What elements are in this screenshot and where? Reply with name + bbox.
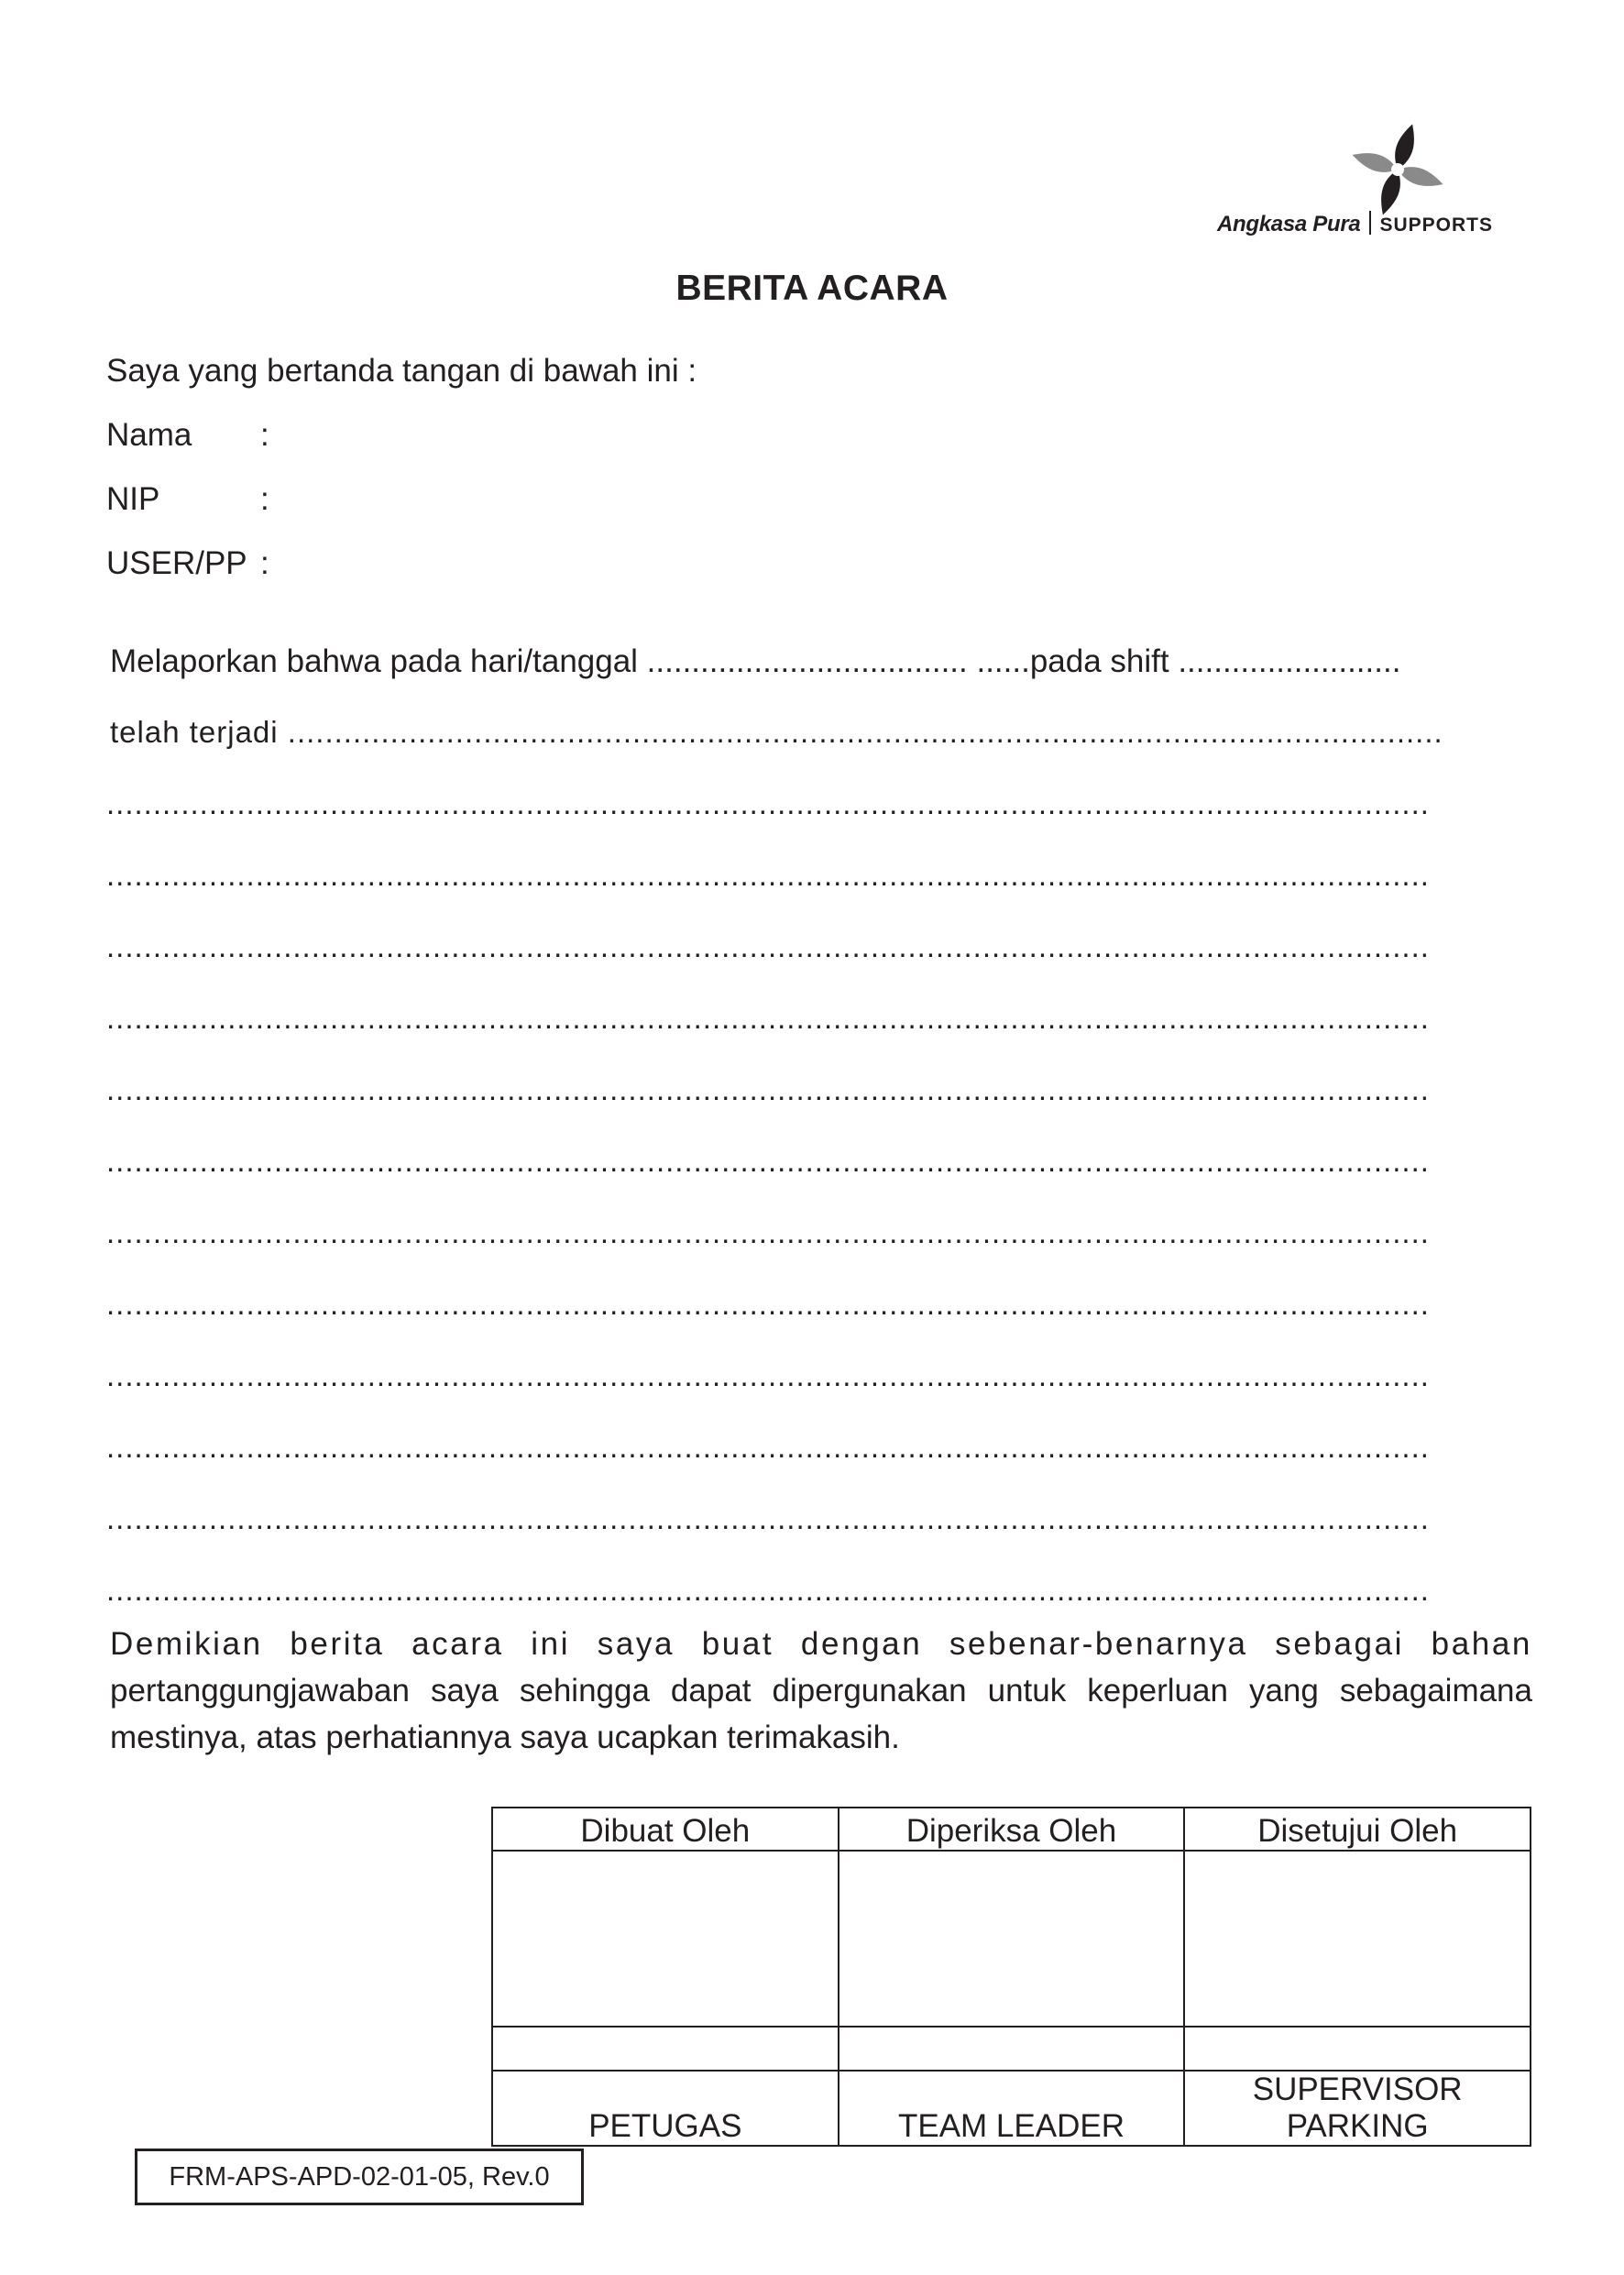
field-colon: : (260, 545, 269, 581)
report-blank-line: .............................................................................................................................................. (106, 1215, 1430, 1249)
intro-text: Saya yang bertanda tangan di bawah ini : (106, 353, 697, 389)
report-blank-line: .............................................................................................................................................. (106, 1573, 1430, 1607)
report-blank-line: .............................................................................................................................................. (106, 786, 1430, 820)
report-blank-line: .............................................................................................................................................. (106, 858, 1430, 892)
field-colon: : (260, 481, 269, 517)
field-label: NIP (106, 481, 160, 517)
signature-box-team-leader[interactable] (839, 1851, 1185, 2027)
report-blank-line: .............................................................................................................................................. (106, 1144, 1430, 1178)
report-blank-line: .............................................................................................................................................. (106, 1072, 1430, 1106)
field-nama (106, 417, 269, 454)
angkasa-pura-supports-logo (1210, 119, 1521, 247)
signature-box-supervisor[interactable] (1184, 1851, 1531, 2027)
signature-role-supervisor: SUPERVISOR PARKING (1184, 2071, 1531, 2146)
field-label: Nama (106, 417, 192, 453)
signature-role-team-leader: TEAM LEADER (839, 2071, 1185, 2146)
signature-box-petugas[interactable] (492, 1851, 839, 2027)
closing-statement (110, 1621, 1532, 1761)
logo-brand: Angkasa Pura (1217, 212, 1361, 236)
report-blank-line: .............................................................................................................................................. (106, 1001, 1430, 1035)
logo-divider (1369, 211, 1371, 235)
field-label: USER/PP (106, 545, 247, 581)
logo-subtitle: SUPPORTS (1379, 214, 1493, 236)
signer-name-petugas[interactable] (492, 2027, 839, 2071)
signature-role-petugas: PETUGAS (492, 2071, 839, 2146)
signature-header-disetujui: Disetujui Oleh (1184, 1808, 1531, 1851)
form-code: FRM-APS-APD-02-01-05, Rev.0 (135, 2149, 584, 2205)
report-date-shift-line: Melaporkan bahwa pada hari/tanggal .................................... ......pada shift ......................... (110, 643, 1401, 679)
field-user-pp (106, 545, 269, 582)
field-colon: : (260, 417, 269, 453)
closing-statement-line1: Demikian berita acara ini saya buat dengan sebenar-benarnya sebagai bahan (110, 1626, 1532, 1662)
angkasa-pura-star-icon (1347, 119, 1448, 220)
report-blank-line: .............................................................................................................................................. (106, 1501, 1430, 1535)
signature-header-dibuat: Dibuat Oleh (492, 1808, 839, 1851)
report-event-line: telah terjadi ............................................................................................................................ (110, 715, 1443, 749)
signer-name-team-leader[interactable] (839, 2027, 1185, 2071)
signer-name-supervisor[interactable] (1184, 2027, 1531, 2071)
report-blank-line: .............................................................................................................................................. (106, 1358, 1430, 1392)
document-title: BERITA ACARA (675, 269, 949, 308)
closing-statement-rest: pertanggungjawaban saya sehingga dapat dipergunakan untuk keperluan yang sebagaimana mestinya, atas perhatiannya saya ucapkan terimakasih. (110, 1673, 1532, 1755)
field-nip (106, 481, 269, 518)
signature-header-diperiksa: Diperiksa Oleh (839, 1808, 1185, 1851)
report-blank-line: .............................................................................................................................................. (106, 1287, 1430, 1321)
logo-wordmark (1217, 211, 1493, 237)
report-blank-line: .............................................................................................................................................. (106, 1430, 1430, 1464)
report-blank-line: .............................................................................................................................................. (106, 929, 1430, 963)
signature-table (491, 1807, 1531, 2147)
